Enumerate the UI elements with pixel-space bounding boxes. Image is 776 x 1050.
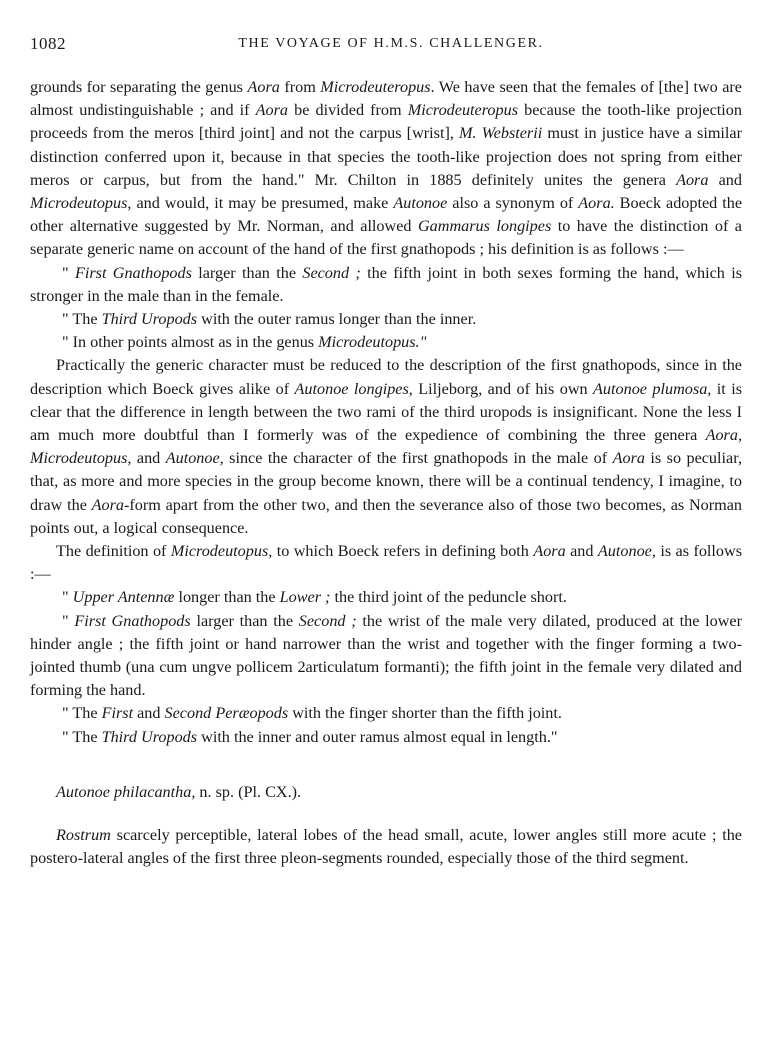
text-run: " The (62, 310, 102, 329)
text-run: . We have seen that the females of [the] two are almost undistinguishable ; and if (30, 78, 742, 120)
text-run: " The (62, 727, 102, 746)
italic-run: Aora (533, 542, 566, 561)
text-run: Practically the generic character must be reduced to the description of the first gnathopods, since in the description which Boeck gives alike of (30, 356, 742, 398)
italic-run: Microdeutopus (30, 194, 128, 213)
text-run: the wrist of the male very dilated, produced at the lower hinder angle ; the fifth joint or hand narrower than the wrist and together with the finger forming a two-jointed thumb (una cum ungve pollicem 2articulatum formanti); the fifth joint in the female very dilated and forming the hand. (30, 611, 742, 700)
italic-run: Autonoe philacantha, (56, 782, 196, 801)
italic-run: Third Uropods (101, 310, 198, 329)
text-run: larger than the (191, 263, 303, 282)
text-run: must in justice have a similar distinction conferred upon it, because in that species the tooth-like projection does not spring from either meros or carpus, but from the hand." Mr. Chilton in 1885 definitely unites the genera (30, 124, 743, 189)
text-run: " (62, 588, 73, 607)
text-run: scarcely perceptible, lateral lobes of the head small, acute, lower angles still more acute ; the postero-lateral angles of the first three pleon-segments rounded, especially those of the third segment. (30, 826, 742, 868)
italic-run: Lower ; (279, 588, 331, 607)
paragraph (30, 331, 742, 354)
paragraph (30, 726, 742, 749)
text-run: Liljeborg, and of his own (412, 379, 594, 398)
italic-run: Aora (91, 495, 124, 514)
paragraph (30, 702, 742, 725)
italic-run: First Gnathopods (74, 611, 191, 630)
text-run: and (708, 170, 742, 189)
body-text (30, 76, 742, 871)
text-run: larger than the (190, 611, 299, 630)
paragraph (30, 586, 742, 609)
text-run: the fifth joint in both sexes forming the hand, which is stronger in the male than in the female. (30, 263, 742, 305)
italic-run: Microdeutopus." (318, 333, 427, 352)
italic-run: Upper Antennæ (72, 588, 175, 607)
text-run: with the outer ramus longer than the inner. (197, 310, 477, 329)
italic-run: First (101, 704, 134, 723)
italic-run: Gammarus longipes (417, 217, 552, 236)
italic-run: Autonoe, (597, 542, 656, 561)
italic-run: Rostrum (56, 826, 111, 845)
text-run: " (62, 263, 75, 282)
text-run: " The (62, 704, 102, 723)
italic-run: M. Websterii (459, 124, 543, 143)
text-run: since the character of the first gnathopods in the male of (223, 449, 613, 468)
text-run: it is clear that the difference in length between the two rami of the third uropods is insignificant. None the less I am much more doubtful than I formerly was of the expedience of combining the three genera (30, 379, 742, 445)
text-run: from (279, 78, 321, 96)
italic-run: Autonoe, (165, 449, 224, 468)
text-run: with the finger shorter than the fifth joint. (288, 704, 562, 723)
text-run: with the inner and outer ramus almost equal in length." (197, 727, 558, 746)
italic-run: First Gnathopods (74, 263, 192, 282)
italic-run: Autonoe longipes, (294, 379, 413, 398)
italic-run: Aora, Microdeutopus, (30, 426, 742, 468)
italic-run: Aora (247, 78, 280, 96)
italic-run: Second ; (302, 263, 361, 282)
text-run: grounds for separating the genus (30, 78, 248, 96)
italic-run: Microdeutopus, (170, 542, 273, 561)
paragraph (30, 610, 742, 703)
text-run: and (133, 704, 165, 723)
running-title: THE VOYAGE OF H.M.S. CHALLENGER. (238, 36, 544, 51)
italic-run: Microdeuteropus (320, 78, 431, 96)
text-run: " (62, 611, 75, 630)
text-run: because the tooth-like projection proceeds from the meros [third joint] and not the carpus [wrist], (30, 101, 742, 143)
paragraph (30, 308, 742, 331)
text-run: Boeck adopted the other alternative suggested by Mr. Norman, and allowed (30, 194, 742, 236)
paragraph (30, 781, 742, 804)
text-run: longer than the (174, 588, 280, 607)
italic-run: Autonoe (393, 194, 448, 213)
text-run: and (565, 542, 598, 561)
text-run: " In other points almost as in the genus (62, 333, 319, 352)
text-run: is as follows :— (30, 542, 743, 584)
italic-run: Aora (676, 170, 709, 189)
paragraph (30, 262, 742, 308)
italic-run: Aora. (578, 194, 615, 213)
text-run: and (131, 449, 166, 468)
italic-run: Third Uropods (101, 727, 198, 746)
italic-run: Microdeuteropus (407, 101, 519, 120)
text-run: be divided from (288, 101, 408, 120)
text-run: to have the distinction of a separate generic name on account of the hand of the first gnathopods ; his definition is as follows :— (30, 217, 742, 259)
text-run: the third joint of the peduncle short. (330, 588, 567, 607)
italic-run: Aora (612, 449, 645, 468)
paragraph (30, 76, 742, 262)
italic-run: Autonoe plumosa, (593, 379, 712, 398)
text-run: n. sp. (Pl. CX.). (195, 782, 302, 801)
italic-run: Aora (255, 101, 289, 120)
page-header (30, 34, 752, 58)
text-run: -form apart from the other two, and then the severance also of those two becomes, as Norman points out, a logical consequence. (30, 495, 742, 537)
italic-run: Second Peræopods (164, 704, 289, 723)
text-run: , and would, it may be presumed, make (127, 194, 394, 213)
paragraph (30, 540, 742, 586)
italic-run: Second ; (298, 611, 357, 630)
paragraph (30, 354, 742, 540)
text-run: also a synonym of (447, 194, 579, 213)
text-run: The definition of (56, 542, 171, 561)
page-number: 1082 (30, 34, 66, 53)
paragraph (30, 824, 742, 870)
text-run: is so peculiar, that, as more and more species in the group become known, there will be a continual tendency, I imagine, to draw the (30, 449, 742, 514)
text-run: to which Boeck refers in defining both (272, 542, 534, 561)
